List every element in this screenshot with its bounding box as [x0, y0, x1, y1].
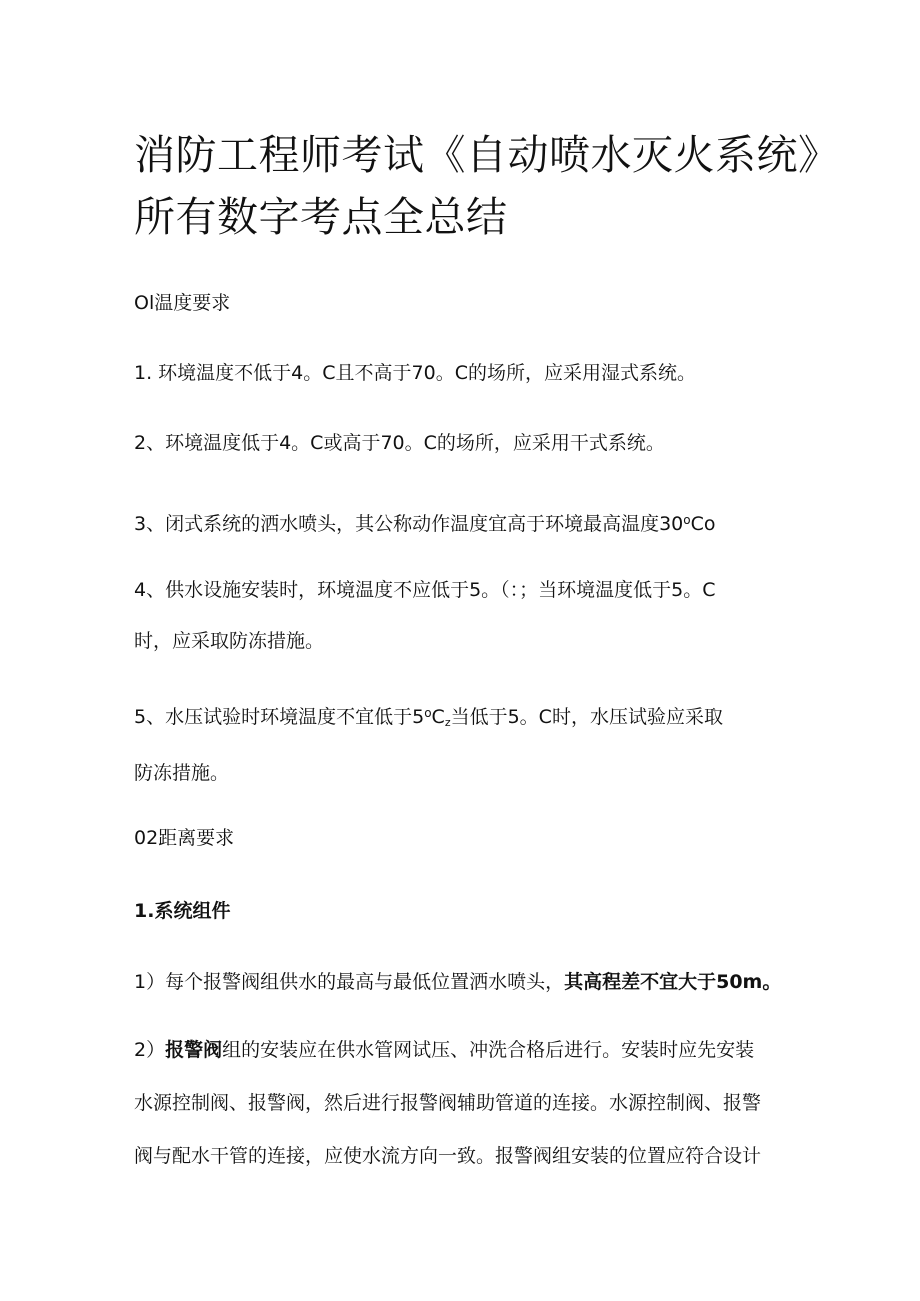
component-item-1: 1）每个报警阀组供水的最高与最低位置洒水喷头，其高程差不宜大于50m。 — [134, 971, 782, 993]
temperature-item-3: 3、闭式系统的洒水喷头，其公称动作温度宜高于环境最高温度30$^o$Co — [134, 513, 716, 535]
title-line-2: 所有数字考点全总结 — [134, 193, 508, 241]
section-heading-temperature: Ol温度要求 — [134, 292, 231, 314]
temperature-item-1: 1. 环境温度不低于4。C且不高于70。C的场所，应采用湿式系统。 — [134, 362, 696, 384]
temperature-item-2: 2、环境温度低于4。C或高于70。C的场所，应采用干式系统。 — [134, 432, 665, 454]
section-heading-distance: 02距离要求 — [134, 827, 235, 849]
document-title — [134, 124, 840, 248]
temperature-item-4: 4、供水设施安装时，环境温度不应低于5。（：；当环境温度低于5。C 时，应采取防冻措施。 — [134, 579, 716, 652]
component-item-2: 2）报警阀组的安装应在供水管网试压、冲洗合格后进行。安装时应先安装 水源控制阀、报警阀，然后进行报警阀辅助管道的连接。水源控制阀、报警 阀与配水干管的连接，应使水流方向一致。报警阀组安装的位置应符合设计 — [134, 1039, 762, 1167]
subsection-heading-components: 1.系统组件 — [134, 900, 231, 922]
title-line-1: 消防工程师考试《自动喷水灭火系统》 — [134, 131, 840, 179]
temperature-item-5: 5、水压试验时环境温度不宜低于$5^oC_z$当低于5。C时，水压试验应采取 防冻措施。 — [134, 706, 723, 784]
